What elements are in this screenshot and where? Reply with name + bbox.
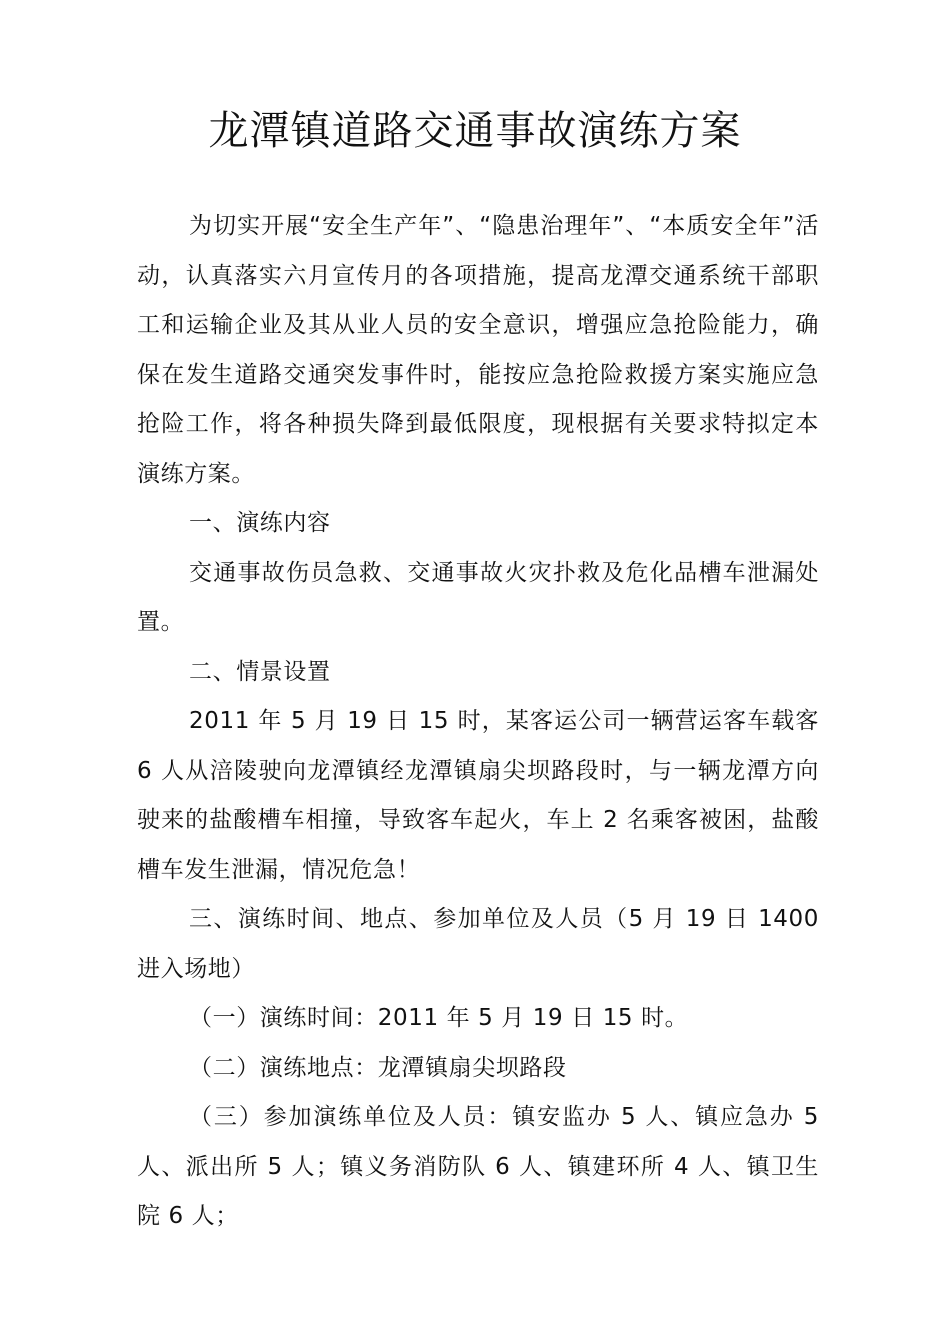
scenario-paragraph: 2011 年 5 月 19 日 15 时，某客运公司一辆营运客车载客 6 人从涪陵驶向龙潭镇经龙潭镇扇尖坝路段时，与一辆龙潭方向驶来的盐酸槽车相撞，导致客车起火，车上 2 名乘客被困，盐酸槽车发生泄漏，情况危急！ — [137, 708, 819, 883]
section-heading-time-place-units: 三、演练时间、地点、参加单位及人员（5 月 19 日 1400 进入场地） — [137, 906, 819, 982]
section-heading-drill-content: 一、演练内容 — [189, 510, 331, 536]
section-heading-scenario: 二、情景设置 — [189, 658, 331, 685]
document-body — [137, 202, 819, 1242]
intro-paragraph: 为切实开展“安全生产年”、“隐患治理年”、“本质安全年”活动，认真落实六月宣传月的各项措施，提高龙潭交通系统干部职工和运输企业及其从业人员的安全意识，增强应急抢险能力，确保在发生道路交通突发事件时，能按应急抢险救援方案实施应急抢险工作，将各种损失降到最低限度，现根据有关要求特拟定本演练方案。 — [137, 213, 819, 487]
drill-content-paragraph: 交通事故伤员急救、交通事故火灾扑救及危化品槽车泄漏处置。 — [137, 559, 819, 635]
drill-time-item: （一）演练时间：2011 年 5 月 19 日 15 时。 — [189, 1005, 689, 1031]
document-title: 龙潭镇道路交通事故演练方案 — [208, 108, 742, 154]
drill-location-item: （二）演练地点：龙潭镇扇尖坝路段 — [189, 1054, 567, 1081]
participants-item: （三）参加演练单位及人员：镇安监办 5 人、镇应急办 5 人、派出所 5 人；镇义务消防队 6 人、镇建环所 4 人、镇卫生院 6 人； — [137, 1104, 819, 1229]
